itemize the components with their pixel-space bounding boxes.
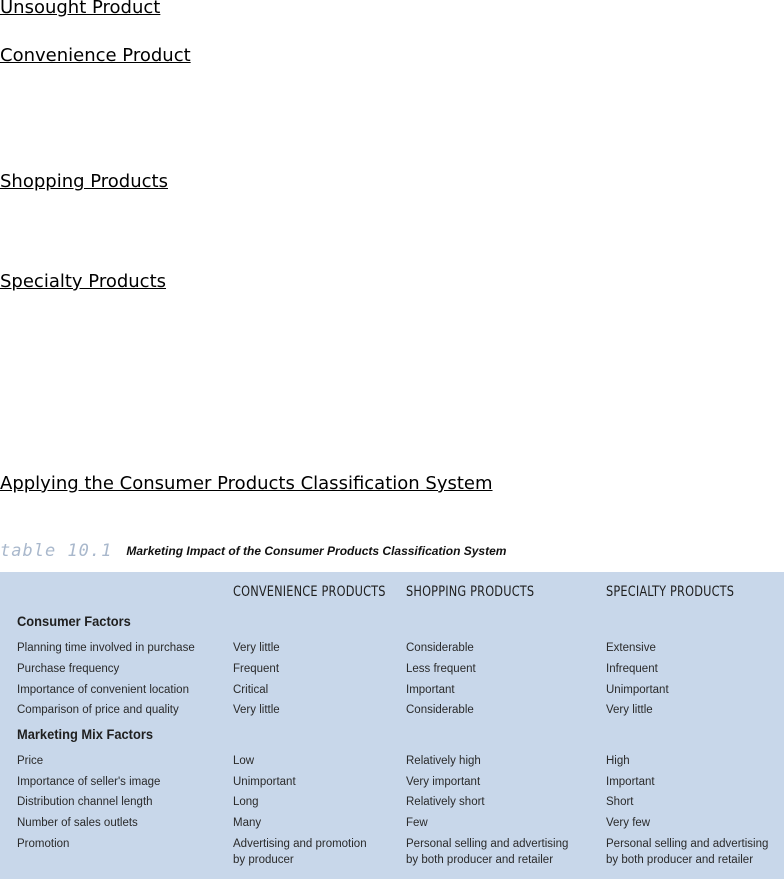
table-cell: Very few — [606, 817, 651, 829]
table-cell: Less frequent — [406, 663, 476, 675]
table-cell: Unimportant — [233, 776, 296, 788]
table-caption — [0, 538, 506, 564]
table-cell: Few — [406, 817, 428, 829]
row-label: Promotion — [17, 838, 70, 850]
heading-applying-classification: Applying the Consumer Products Classification System — [0, 473, 493, 494]
heading-convenience-product: Convenience Product — [0, 45, 191, 66]
table-cell: Considerable — [406, 642, 474, 654]
classification-table — [0, 572, 784, 879]
heading-unsought-product: Unsought Product — [0, 0, 161, 18]
row-label: Purchase frequency — [17, 663, 120, 675]
column-header-shopping: SHOPPING PRODUCTS — [406, 584, 535, 600]
section-header-consumer-factors: Consumer Factors — [17, 613, 131, 629]
table-number: table 10.1 — [0, 541, 113, 561]
row-label: Comparison of price and quality — [17, 704, 179, 716]
column-header-convenience: CONVENIENCE PRODUCTS — [233, 584, 386, 600]
heading-specialty-products: Specialty Products — [0, 271, 167, 292]
table-cell: Frequent — [233, 663, 280, 675]
row-label: Importance of seller's image — [17, 776, 161, 788]
row-label: Price — [17, 755, 44, 767]
table-cell: Personal selling and advertising — [606, 838, 769, 850]
table-cell: Extensive — [606, 642, 656, 654]
column-header-specialty: SPECIALTY PRODUCTS — [606, 584, 735, 600]
table-cell: Important — [606, 776, 655, 788]
heading-shopping-products: Shopping Products — [0, 171, 168, 192]
section-header-marketing-mix-factors: Marketing Mix Factors — [17, 726, 154, 742]
table-cell: Personal selling and advertising — [406, 838, 569, 850]
table-cell: Short — [606, 796, 634, 808]
table-cell-continued: by producer — [233, 854, 294, 866]
table-cell: Critical — [233, 684, 269, 696]
table-title: Marketing Impact of the Consumer Products Classification System — [126, 544, 507, 558]
table-cell: Long — [233, 796, 259, 808]
row-label: Planning time involved in purchase — [17, 642, 195, 654]
table-cell-continued: by both producer and retailer — [606, 854, 754, 866]
table-cell: Relatively high — [406, 755, 481, 767]
table-cell: Very little — [233, 642, 280, 654]
table-cell: Many — [233, 817, 262, 829]
row-label: Distribution channel length — [17, 796, 153, 808]
table-cell: Unimportant — [606, 684, 669, 696]
table-cell: Important — [406, 684, 455, 696]
table-cell: Infrequent — [606, 663, 658, 675]
table-cell: High — [606, 755, 630, 767]
table-cell: Low — [233, 755, 255, 767]
table-cell: Very little — [606, 704, 653, 716]
table-cell: Considerable — [406, 704, 474, 716]
row-label: Importance of convenient location — [17, 684, 189, 696]
row-label: Number of sales outlets — [17, 817, 138, 829]
table-cell: Advertising and promotion — [233, 838, 367, 850]
table-cell-continued: by both producer and retailer — [406, 854, 554, 866]
table-cell: Very little — [233, 704, 280, 716]
table-cell: Relatively short — [406, 796, 485, 808]
table-cell: Very important — [406, 776, 481, 788]
